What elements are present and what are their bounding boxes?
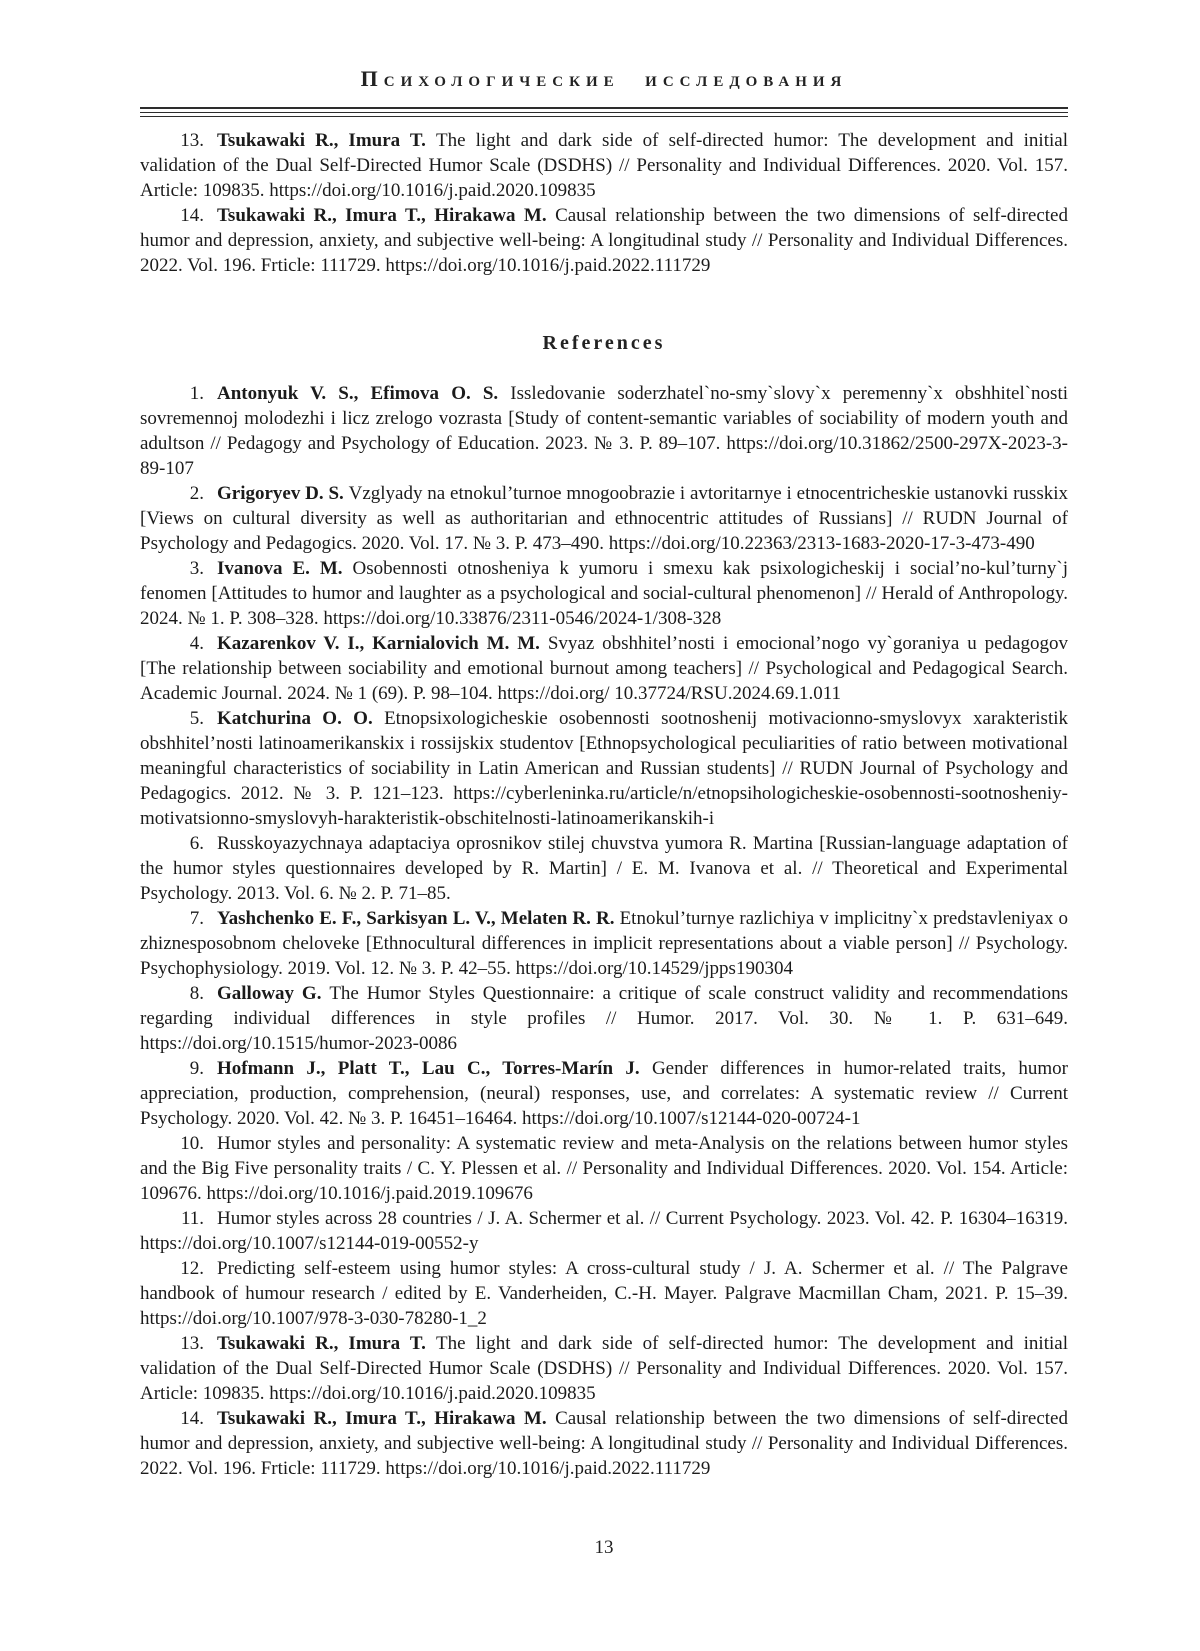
reference-number: 13. — [180, 130, 204, 151]
reference-item — [140, 1406, 1068, 1481]
page-number: 13 — [594, 1537, 614, 1558]
reference-item — [140, 1206, 1068, 1256]
reference-authors: Ivanova E. M. — [217, 558, 353, 579]
reference-number: 10. — [180, 1133, 204, 1154]
reference-text: The light and dark side of self-directed humor: The development and initial validation of the Dual Self-Directed Humor Scale (DSDHS) // Personality and Individual Differences. 2020. Vol. 157. Article: 109835. https://doi.org/10.1016/j.paid.2020.109835 — [140, 130, 1068, 201]
reference-item — [140, 906, 1068, 981]
reference-number: 7. — [189, 908, 204, 929]
journal-title: Психологические исследования — [360, 66, 848, 91]
reference-text: Humor styles across 28 countries / J. A. Schermer et al. // Current Psychology. 2023. Vol. 42. P. 16304–16319. https://doi.org/10.1007/s12144-019-00552-y — [140, 1208, 1068, 1254]
reference-item — [140, 831, 1068, 906]
reference-item — [140, 1131, 1068, 1206]
reference-authors: Katchurina O. O. — [217, 708, 385, 729]
reference-number: 4. — [189, 633, 204, 654]
continued-references-list — [140, 128, 1068, 278]
reference-text: Osobennosti otnosheniya k yumoru i smexu kak psixologicheskij i social’no-kul’turny`j fenomen [Attitudes to humor and laughter as a psychological and social-cultural phenomenon] // Herald of Anthropology. 2024. № 1. P. 308–328. https://doi.org/10.33876/2311-0546/2024-1/308-328 — [140, 558, 1068, 629]
reference-number: 1. — [189, 383, 204, 404]
reference-authors: Hofmann J., Platt T., Lau C., Torres-Marín J. — [217, 1058, 652, 1079]
reference-text: Gender differences in humor-related traits, humor appreciation, production, comprehension, (neural) responses, use, and correlates: A systematic review // Current Psychology. 2020. Vol. 42. № 3. P. 16451–16464. https://doi.org/10.1007/s12144-020-00724-1 — [140, 1058, 1068, 1129]
reference-authors: Tsukawaki R., Imura T. — [217, 1333, 437, 1354]
reference-authors: Galloway G. — [217, 983, 330, 1004]
header-rule — [140, 107, 1068, 117]
reference-item — [140, 1331, 1068, 1406]
reference-text: Svyaz obshhitel’nosti i emocional’nogo vy`goraniya u pedagogov [The relationship between sociability and emotional burnout among teachers] // Psychological and Pedagogical Search. Academic Journal. 2024. № 1 (69). P. 98–104. https://doi.org/ 10.37724/RSU.2024.69.1.011 — [140, 633, 1068, 704]
reference-authors: Grigoryev D. S. — [217, 483, 349, 504]
reference-number: 14. — [180, 205, 204, 226]
header-rule-thin-line — [140, 112, 1068, 117]
reference-number: 3. — [189, 558, 204, 579]
references-heading: References — [542, 332, 666, 354]
reference-text: Predicting self-esteem using humor styles: A cross-cultural study / J. A. Schermer et al. // The Palgrave handbook of humour research / edited by E. Vanderheiden, C.-H. Mayer. Palgrave Macmillan Cham, 2021. P. 15–39. https://doi.org/10.1007/978-3-030-78280-1_2 — [140, 1258, 1068, 1329]
reference-item — [140, 128, 1068, 203]
reference-number: 11. — [180, 1208, 204, 1229]
reference-authors: Tsukawaki R., Imura T., Hirakawa M. — [217, 1408, 556, 1429]
reference-item — [140, 481, 1068, 556]
reference-text: The light and dark side of self-directed humor: The development and initial validation of the Dual Self-Directed Humor Scale (DSDHS) // Personality and Individual Differences. 2020. Vol. 157. Article: 109835. https://doi.org/10.1016/j.paid.2020.109835 — [140, 1333, 1068, 1404]
reference-item — [140, 1056, 1068, 1131]
reference-authors: Kazarenkov V. I., Karnialovich M. M. — [217, 633, 548, 654]
reference-item — [140, 631, 1068, 706]
reference-item — [140, 556, 1068, 631]
references-list — [140, 381, 1068, 1481]
reference-authors: Tsukawaki R., Imura T. — [217, 130, 437, 151]
reference-text: Vzglyady na etnokul’turnoe mnogoobrazie i avtoritarnye i etnocentricheskie ustanovki russkix [Views on cultural diversity as well as authoritarian and ethnocentric attitudes of Russians] // RUDN Journal of Psychology and Pedagogics. 2020. Vol. 17. № 3. P. 473–490. https://doi.org/10.22363/2313-1683-2020-17-3-473-490 — [140, 483, 1068, 554]
reference-authors: Antonyuk V. S., Efimova O. S. — [217, 383, 511, 404]
reference-item — [140, 203, 1068, 278]
reference-number: 2. — [189, 483, 204, 504]
reference-item — [140, 381, 1068, 481]
reference-text: Causal relationship between the two dimensions of self-directed humor and depression, anxiety, and subjective well-being: A longitudinal study // Personality and Individual Differences. 2022. Vol. 196. Frticle: 111729. https://doi.org/10.1016/j.paid.2022.111729 — [140, 205, 1068, 276]
reference-item — [140, 981, 1068, 1056]
reference-text: Etnopsixologicheskie osobennosti sootnoshenij motivacionno-smyslovyx xarakteristik obshhitel’nosti latinoamerikanskix i rossijskix studentov [Ethnopsychological peculiarities of ratio between motivational meaningful characteristics of sociability in Latin American and Russian students] // RUDN Journal of Psychology and Pedagogics. 2012. № 3. P. 121–123. https://cyberleninka.ru/article/n/etnopsihologicheskie-osobennosti-sootnosheniy-motivatsionno-smyslovyh-harakteristik-obschitelnosti-latinoamerikanskih-i — [140, 708, 1068, 829]
reference-number: 13. — [180, 1333, 204, 1354]
reference-text: Etnokul’turnye razlichiya v implicitny`x predstavleniyax o zhiznesposobnom cheloveke [Ethnocultural differences in implicit representations about a viable person] // Psychology. Psychophysiology. 2019. Vol. 12. № 3. P. 42–55. https://doi.org/10.14529/jpps190304 — [140, 908, 1068, 979]
reference-number: 14. — [180, 1408, 204, 1429]
reference-authors: Tsukawaki R., Imura T., Hirakawa M. — [217, 205, 556, 226]
reference-item — [140, 706, 1068, 831]
reference-text: Humor styles and personality: A systematic review and meta-Analysis on the relations between humor styles and the Big Five personality traits / C. Y. Plessen et al. // Personality and Individual Differences. 2020. Vol. 154. Article: 109676. https://doi.org/10.1016/j.paid.2019.109676 — [140, 1133, 1068, 1204]
reference-number: 6. — [189, 833, 204, 854]
reference-text: Causal relationship between the two dimensions of self-directed humor and depression, anxiety, and subjective well-being: A longitudinal study // Personality and Individual Differences. 2022. Vol. 196. Frticle: 111729. https://doi.org/10.1016/j.paid.2022.111729 — [140, 1408, 1068, 1479]
reference-number: 8. — [189, 983, 204, 1004]
reference-text: Issledovanie soderzhatel`no-smy`slovy`x peremenny`x obshhitel`nosti sovremennoj molodezhi i licz zrelogo vozrasta [Study of content-semantic variables of sociability of modern youth and adultson // Pedagogy and Psychology of Education. 2023. № 3. P. 89–107. https://doi.org/10.31862/2500-297X-2023-3-89-107 — [140, 383, 1068, 479]
reference-number: 9. — [189, 1058, 204, 1079]
reference-number: 12. — [180, 1258, 204, 1279]
reference-authors: Yashchenko E. F., Sarkisyan L. V., Melaten R. R. — [217, 908, 620, 929]
reference-number: 5. — [189, 708, 204, 729]
journal-header — [140, 0, 1068, 117]
reference-item — [140, 1256, 1068, 1331]
reference-text: The Humor Styles Questionnaire: a critique of scale construct validity and recommendations regarding individual differences in style profiles // Humor. 2017. Vol. 30. № 1. P. 631–649. https://doi.org/10.1515/humor-2023-0086 — [140, 983, 1068, 1054]
reference-text: Russkoyazychnaya adaptaciya oprosnikov stilej chuvstva yumora R. Martina [Russian-language adaptation of the humor styles questionnaires developed by R. Martin] / E. M. Ivanova et al. // Theoretical and Experimental Psychology. 2013. Vol. 6. № 2. P. 71–85. — [140, 833, 1068, 904]
